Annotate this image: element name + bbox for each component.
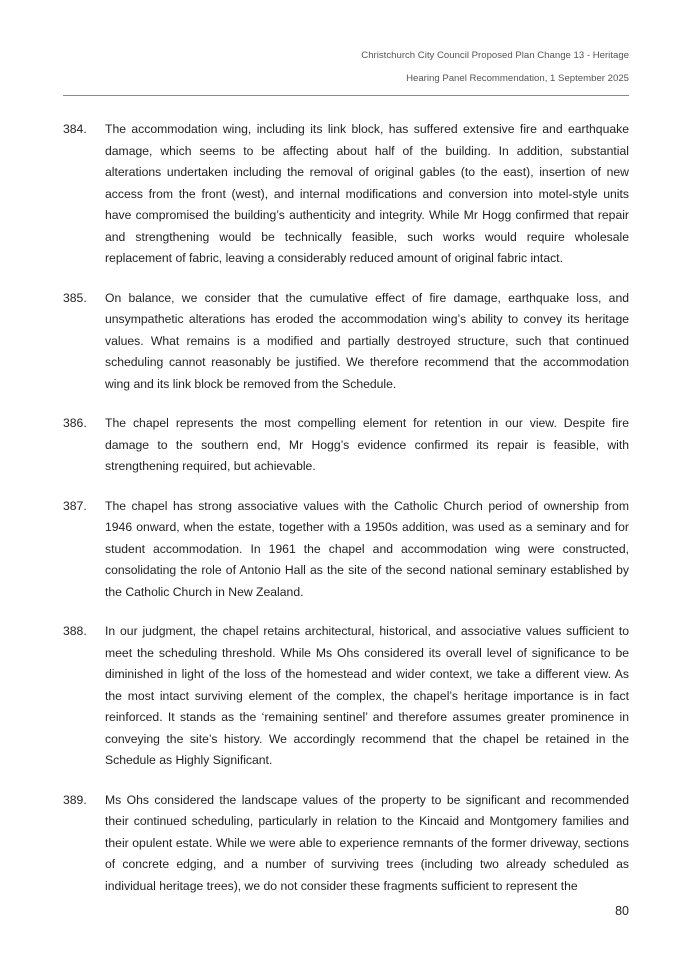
paragraph-385 bbox=[63, 288, 629, 396]
paragraph-number: 388. bbox=[63, 624, 87, 638]
paragraph-387 bbox=[63, 496, 629, 604]
paragraph-text: The chapel has strong associative values with the Catholic Church period of ownership from 1946 onward, when the estate, together with a 1950s addition, was used as a seminary and for student accommodation. In 1961 the chapel and accommodation wing were constructed, consolidating the role of Antonio Hall as the site of the second national seminary established by the Catholic Church in New Zealand. bbox=[105, 498, 629, 599]
header-document-subtitle: Hearing Panel Recommendation, 1 September 2025 bbox=[406, 73, 629, 84]
paragraph-text: In our judgment, the chapel retains architectural, historical, and associative values sufficient to meet the scheduling threshold. While Ms Ohs considered its overall level of significance to be diminished in light of the loss of the homestead and wider context, we take a different view. As the most intact surviving element of the complex, the chapel’s heritage importance is in fact reinforced. It stands as the ‘remaining sentinel’ and therefore assumes greater prominence in conveying the site’s history. We accordingly recommend that the chapel be retained in the Schedule as Highly Significant. bbox=[105, 624, 629, 767]
paragraph-number: 384. bbox=[63, 122, 87, 136]
paragraph-text: The accommodation wing, including its link block, has suffered extensive fire and earthquake damage, which seems to be affecting about half of the building. In addition, substantial alterations undertaken including the removal of original gables (to the east), insertion of new access from the front (west), and internal modifications and conversion into motel-style units have compromised the building’s authenticity and integrity. While Mr Hogg confirmed that repair and strengthening would be technically feasible, such works would require wholesale replacement of fabric, leaving a considerably reduced amount of original fabric intact. bbox=[105, 122, 629, 265]
paragraph-384 bbox=[63, 119, 629, 270]
document-body bbox=[63, 119, 629, 915]
paragraph-text: Ms Ohs considered the landscape values of the property to be significant and recommended their continued scheduling, particularly in relation to the Kincaid and Montgomery families and their opulent estate. While we were able to experience remnants of the former driveway, sections of concrete edging, and a number of surviving trees (including two already scheduled as individual heritage trees), we do not consider these fragments sufficient to represent the bbox=[105, 792, 629, 893]
paragraph-number: 389. bbox=[63, 792, 87, 807]
header-divider bbox=[63, 95, 629, 96]
header-document-title: Christchurch City Council Proposed Plan Change 13 - Heritage bbox=[361, 50, 629, 61]
paragraph-388 bbox=[63, 621, 629, 772]
page-header bbox=[63, 50, 629, 84]
paragraph-text: On balance, we consider that the cumulative effect of fire damage, earthquake loss, and unsympathetic alterations has eroded the accommodation wing’s ability to convey its heritage values. What remains is a modified and partially destroyed structure, such that continued scheduling cannot reasonably be justified. We therefore recommend that the accommodation wing and its link block be removed from the Schedule. bbox=[105, 290, 629, 391]
paragraph-number: 386. bbox=[63, 416, 87, 430]
paragraph-number: 387. bbox=[63, 498, 87, 513]
paragraph-text: The chapel represents the most compelling element for retention in our view. Despite fire damage to the southern end, Mr Hogg’s evidence confirmed its repair is feasible, with strengthening required, but achievable. bbox=[105, 416, 629, 473]
paragraph-number: 385. bbox=[63, 290, 87, 305]
paragraph-389 bbox=[63, 790, 629, 898]
paragraph-386 bbox=[63, 413, 629, 478]
page-number: 80 bbox=[615, 904, 629, 918]
